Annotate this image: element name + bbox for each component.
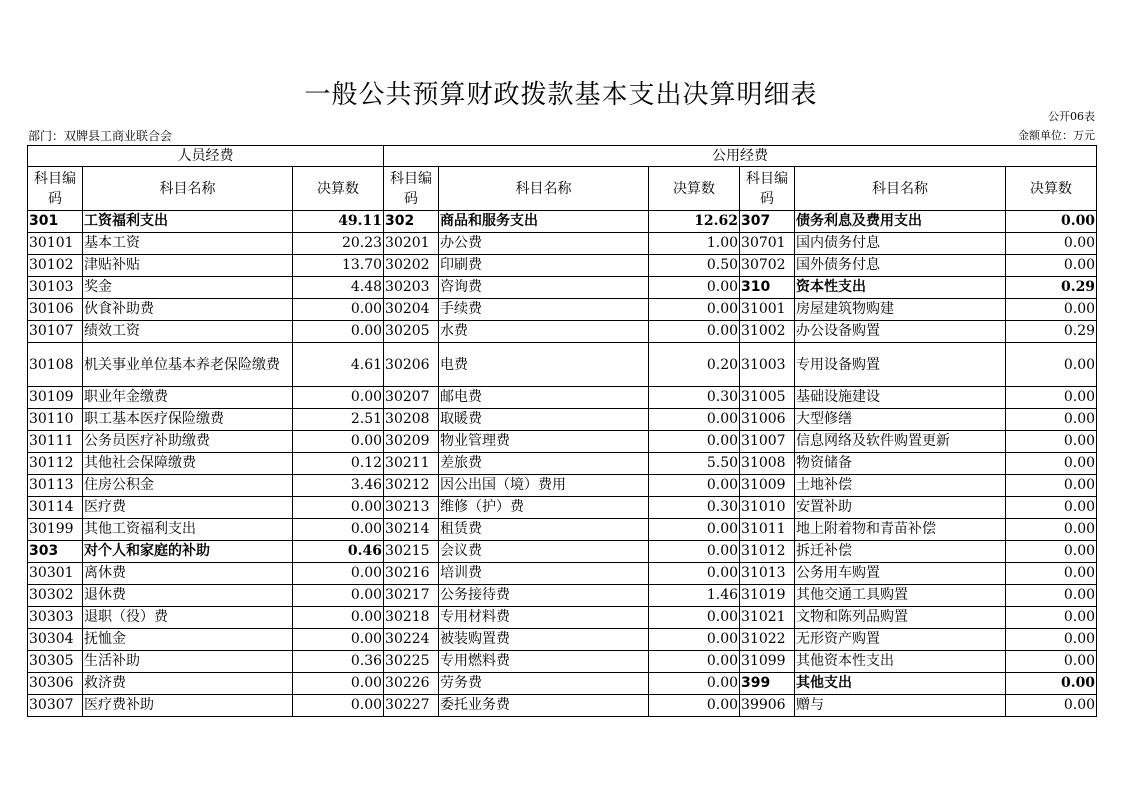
item-name: 信息网络及软件购置更新 [795,431,1006,453]
item-amount: 0.00 [1006,673,1097,695]
item-amount: 0.00 [649,629,740,651]
item-name: 手续费 [439,299,649,321]
item-name: 电费 [439,343,649,387]
item-amount: 0.00 [1006,541,1097,563]
item-amount: 0.00 [1006,453,1097,475]
item-name: 救济费 [83,673,293,695]
table-row [28,453,1097,475]
item-amount: 0.50 [649,255,740,277]
item-amount: 0.20 [649,343,740,387]
expenditure-table [27,145,1097,717]
item-code: 310 [740,277,795,299]
item-amount: 0.00 [1006,497,1097,519]
item-code: 30702 [740,255,795,277]
item-name: 咨询费 [439,277,649,299]
table-row [28,431,1097,453]
item-code: 39906 [740,695,795,717]
item-code: 30109 [28,387,83,409]
item-code: 30226 [384,673,439,695]
item-amount: 0.00 [293,563,384,585]
item-amount: 20.23 [293,233,384,255]
table-row [28,387,1097,409]
item-name: 退休费 [83,585,293,607]
table-row [28,475,1097,497]
item-amount: 0.46 [293,541,384,563]
item-code: 30212 [384,475,439,497]
item-amount: 0.00 [1006,629,1097,651]
item-amount: 0.00 [1006,563,1097,585]
item-name: 其他工资福利支出 [83,519,293,541]
item-name: 无形资产购置 [795,629,1006,651]
item-amount: 0.00 [293,519,384,541]
item-name: 租赁费 [439,519,649,541]
item-code: 30301 [28,563,83,585]
item-amount: 0.00 [649,519,740,541]
item-code: 31022 [740,629,795,651]
item-amount: 0.00 [649,321,740,343]
item-amount: 0.00 [1006,607,1097,629]
item-amount: 0.00 [293,607,384,629]
col-header-name: 科目名称 [439,167,649,211]
item-amount: 0.00 [1006,255,1097,277]
item-code: 30203 [384,277,439,299]
item-code: 30207 [384,387,439,409]
item-code: 30215 [384,541,439,563]
item-name: 劳务费 [439,673,649,695]
item-code: 31008 [740,453,795,475]
item-code: 30101 [28,233,83,255]
table-body [28,211,1097,717]
item-name: 物业管理费 [439,431,649,453]
item-code: 31005 [740,387,795,409]
item-name: 公务接待费 [439,585,649,607]
table-row [28,255,1097,277]
item-amount: 0.00 [649,475,740,497]
item-code: 31002 [740,321,795,343]
item-name: 抚恤金 [83,629,293,651]
item-amount: 0.00 [293,431,384,453]
item-amount: 0.00 [649,541,740,563]
item-code: 30224 [384,629,439,651]
item-name: 资本性支出 [795,277,1006,299]
item-amount: 0.00 [293,299,384,321]
item-name: 专用燃料费 [439,651,649,673]
table-row [28,563,1097,585]
item-amount: 1.00 [649,233,740,255]
item-name: 基础设施建设 [795,387,1006,409]
table-row [28,211,1097,233]
item-amount: 0.29 [1006,277,1097,299]
item-code: 302 [384,211,439,233]
table-row [28,277,1097,299]
item-code: 30114 [28,497,83,519]
item-name: 专用材料费 [439,607,649,629]
item-code: 30103 [28,277,83,299]
item-code: 31021 [740,607,795,629]
item-amount: 0.00 [293,497,384,519]
item-name: 退职（役）费 [83,607,293,629]
item-name: 委托业务费 [439,695,649,717]
item-code: 31099 [740,651,795,673]
item-amount: 0.12 [293,453,384,475]
item-amount: 0.00 [293,695,384,717]
page-title: 一般公共预算财政拨款基本支出决算明细表 [304,80,818,110]
item-amount: 0.00 [1006,695,1097,717]
item-amount: 0.00 [649,651,740,673]
col-header-code: 科目编码 [384,167,439,211]
item-name: 公务员医疗补助缴费 [83,431,293,453]
item-code: 30209 [384,431,439,453]
item-code: 307 [740,211,795,233]
item-code: 30108 [28,343,83,387]
item-code: 30202 [384,255,439,277]
item-code: 301 [28,211,83,233]
item-code: 31006 [740,409,795,431]
item-amount: 0.00 [1006,387,1097,409]
item-amount: 0.30 [649,387,740,409]
item-code: 30216 [384,563,439,585]
col-header-code: 科目编码 [740,167,795,211]
item-code: 30303 [28,607,83,629]
item-amount: 0.00 [649,695,740,717]
item-name: 工资福利支出 [83,211,293,233]
item-code: 31019 [740,585,795,607]
item-amount: 0.00 [649,431,740,453]
item-name: 土地补偿 [795,475,1006,497]
item-name: 生活补助 [83,651,293,673]
item-amount: 0.00 [293,585,384,607]
item-amount: 0.00 [649,409,740,431]
item-code: 30227 [384,695,439,717]
item-name: 离休费 [83,563,293,585]
form-number: 公开06表 [1048,110,1095,123]
item-amount: 0.36 [293,651,384,673]
col-header-name: 科目名称 [83,167,293,211]
item-amount: 0.00 [1006,431,1097,453]
item-code: 30204 [384,299,439,321]
item-name: 公务用车购置 [795,563,1006,585]
item-amount: 12.62 [649,211,740,233]
item-amount: 0.30 [649,497,740,519]
item-amount: 2.51 [293,409,384,431]
item-name: 专用设备购置 [795,343,1006,387]
table-row [28,695,1097,717]
item-code: 30113 [28,475,83,497]
item-amount: 0.00 [293,321,384,343]
item-name: 其他支出 [795,673,1006,695]
table-row [28,321,1097,343]
table-row [28,651,1097,673]
item-code: 30213 [384,497,439,519]
item-name: 印刷费 [439,255,649,277]
item-name: 伙食补助费 [83,299,293,321]
table-row [28,409,1097,431]
item-name: 地上附着物和青苗补偿 [795,519,1006,541]
item-name: 房屋建筑物购建 [795,299,1006,321]
item-code: 31009 [740,475,795,497]
item-code: 31011 [740,519,795,541]
item-name: 绩效工资 [83,321,293,343]
item-amount: 0.00 [649,673,740,695]
item-amount: 4.48 [293,277,384,299]
item-amount: 0.29 [1006,321,1097,343]
item-code: 30107 [28,321,83,343]
item-code: 30304 [28,629,83,651]
item-amount: 3.46 [293,475,384,497]
item-amount: 0.00 [1006,233,1097,255]
item-amount: 4.61 [293,343,384,387]
item-code: 30218 [384,607,439,629]
item-name: 水费 [439,321,649,343]
item-code: 30214 [384,519,439,541]
item-amount: 0.00 [1006,585,1097,607]
item-name: 邮电费 [439,387,649,409]
amount-unit-label: 金额单位：万元 [1018,129,1095,142]
item-amount: 0.00 [293,673,384,695]
item-code: 31010 [740,497,795,519]
item-code: 31001 [740,299,795,321]
item-code: 30199 [28,519,83,541]
col-header-name: 科目名称 [795,167,1006,211]
item-name: 办公费 [439,233,649,255]
item-name: 差旅费 [439,453,649,475]
item-amount: 0.00 [1006,299,1097,321]
table-row [28,497,1097,519]
item-code: 30112 [28,453,83,475]
item-name: 文物和陈列品购置 [795,607,1006,629]
item-name: 奖金 [83,277,293,299]
item-amount: 0.00 [649,277,740,299]
item-amount: 0.00 [1006,519,1097,541]
item-code: 30110 [28,409,83,431]
item-name: 其他资本性支出 [795,651,1006,673]
item-name: 被装购置费 [439,629,649,651]
table-row [28,233,1097,255]
item-amount: 0.00 [649,607,740,629]
item-code: 303 [28,541,83,563]
table-row [28,299,1097,321]
item-code: 30701 [740,233,795,255]
item-name: 国内债务付息 [795,233,1006,255]
col-header-code: 科目编码 [28,167,83,211]
group-header-personnel: 人员经费 [28,146,384,167]
item-name: 商品和服务支出 [439,211,649,233]
item-code: 30102 [28,255,83,277]
item-code: 30206 [384,343,439,387]
item-name: 物资储备 [795,453,1006,475]
item-name: 住房公积金 [83,475,293,497]
table-row [28,629,1097,651]
item-code: 30205 [384,321,439,343]
item-amount: 5.50 [649,453,740,475]
item-code: 30225 [384,651,439,673]
item-amount: 0.00 [293,629,384,651]
item-amount: 0.00 [293,387,384,409]
item-name: 医疗费补助 [83,695,293,717]
item-amount: 0.00 [1006,343,1097,387]
item-code: 30111 [28,431,83,453]
item-name: 国外债务付息 [795,255,1006,277]
table-row [28,541,1097,563]
item-name: 因公出国（境）费用 [439,475,649,497]
item-name: 对个人和家庭的补助 [83,541,293,563]
department-label: 部门：双牌县工商业联合会 [28,129,173,143]
item-code: 30201 [384,233,439,255]
col-header-amount: 决算数 [649,167,740,211]
table-row [28,343,1097,387]
item-name: 机关事业单位基本养老保险缴费 [83,343,293,387]
item-name: 债务利息及费用支出 [795,211,1006,233]
item-amount: 13.70 [293,255,384,277]
item-name: 会议费 [439,541,649,563]
item-amount: 0.00 [1006,651,1097,673]
item-name: 基本工资 [83,233,293,255]
table-row [28,673,1097,695]
group-header-public: 公用经费 [384,146,1097,167]
item-name: 其他交通工具购置 [795,585,1006,607]
item-code: 399 [740,673,795,695]
table-row [28,519,1097,541]
item-code: 30106 [28,299,83,321]
table-row [28,607,1097,629]
item-amount: 0.00 [1006,211,1097,233]
item-name: 大型修缮 [795,409,1006,431]
item-name: 其他社会保障缴费 [83,453,293,475]
item-name: 津贴补贴 [83,255,293,277]
col-header-amount: 决算数 [293,167,384,211]
item-code: 30302 [28,585,83,607]
item-name: 医疗费 [83,497,293,519]
item-code: 31007 [740,431,795,453]
item-name: 办公设备购置 [795,321,1006,343]
item-code: 30305 [28,651,83,673]
item-code: 30211 [384,453,439,475]
item-name: 职业年金缴费 [83,387,293,409]
item-name: 维修（护）费 [439,497,649,519]
item-name: 安置补助 [795,497,1006,519]
item-amount: 0.00 [1006,475,1097,497]
item-name: 拆迁补偿 [795,541,1006,563]
item-amount: 49.11 [293,211,384,233]
col-header-amount: 决算数 [1006,167,1097,211]
item-amount: 0.00 [649,563,740,585]
item-amount: 0.00 [1006,409,1097,431]
table-row [28,585,1097,607]
item-code: 30208 [384,409,439,431]
item-name: 培训费 [439,563,649,585]
item-code: 31013 [740,563,795,585]
item-amount: 0.00 [649,299,740,321]
item-code: 31003 [740,343,795,387]
item-name: 取暖费 [439,409,649,431]
item-code: 30307 [28,695,83,717]
item-code: 31012 [740,541,795,563]
item-amount: 1.46 [649,585,740,607]
item-name: 赠与 [795,695,1006,717]
item-code: 30306 [28,673,83,695]
item-code: 30217 [384,585,439,607]
item-name: 职工基本医疗保险缴费 [83,409,293,431]
